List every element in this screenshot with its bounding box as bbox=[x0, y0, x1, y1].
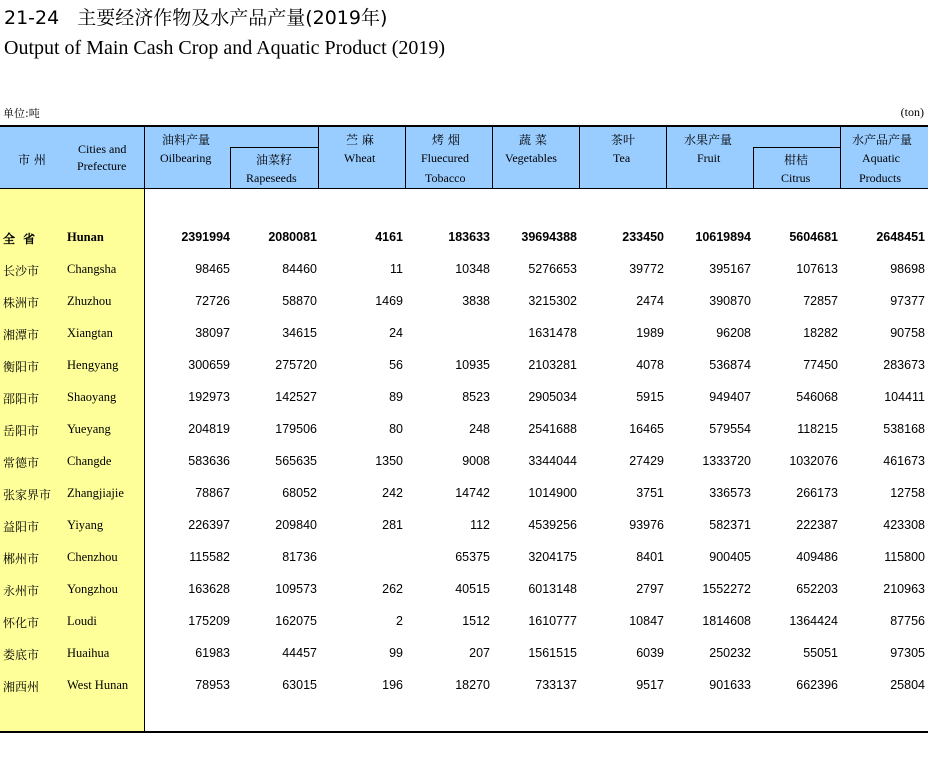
cell-aquatic: 97377 bbox=[890, 294, 925, 308]
cell-tobacco: 1512 bbox=[462, 614, 490, 628]
cell-rapeseeds: 68052 bbox=[282, 486, 317, 500]
cell-tea: 9517 bbox=[636, 678, 664, 692]
cell-fruit: 949407 bbox=[709, 390, 751, 404]
cell-wheat: 24 bbox=[389, 326, 403, 340]
oil-group-underline bbox=[230, 147, 318, 148]
cell-wheat: 4161 bbox=[375, 230, 403, 244]
cell-citrus: 1032076 bbox=[789, 454, 838, 468]
cell-rapeseeds: 81736 bbox=[282, 550, 317, 564]
cell-aquatic: 2648451 bbox=[876, 230, 925, 244]
cell-aquatic: 104411 bbox=[884, 390, 925, 404]
cell-oilbearing: 98465 bbox=[195, 262, 230, 276]
row-city-zh: 湘潭市 bbox=[3, 328, 40, 342]
cell-aquatic: 90758 bbox=[890, 326, 925, 340]
cell-wheat: 99 bbox=[389, 646, 403, 660]
cell-fruit: 10619894 bbox=[695, 230, 751, 244]
cell-vegetables: 2905034 bbox=[528, 390, 577, 404]
cell-tobacco: 65375 bbox=[455, 550, 490, 564]
cell-tea: 233450 bbox=[622, 230, 664, 244]
cell-tea: 39772 bbox=[629, 262, 664, 276]
header-tea-en: Tea bbox=[613, 151, 631, 165]
bottom-rule bbox=[0, 731, 928, 733]
row-city-en: Zhangjiajie bbox=[67, 486, 124, 500]
cell-rapeseeds: 2080081 bbox=[268, 230, 317, 244]
header-rape-en: Rapeseeds bbox=[246, 171, 297, 185]
cell-fruit: 900405 bbox=[709, 550, 751, 564]
row-city-en: Changsha bbox=[67, 262, 117, 276]
table-row bbox=[0, 291, 928, 311]
row-city-en: Loudi bbox=[67, 614, 97, 628]
row-city-en: Changde bbox=[67, 454, 112, 468]
table-row bbox=[0, 387, 928, 407]
cell-aquatic: 25804 bbox=[890, 678, 925, 692]
row-city-en: Yongzhou bbox=[67, 582, 118, 596]
table-row bbox=[0, 451, 928, 471]
header-tea-zh: 茶叶 bbox=[611, 133, 636, 147]
cell-tea: 16465 bbox=[629, 422, 664, 436]
row-city-zh: 岳阳市 bbox=[3, 424, 40, 438]
cell-oilbearing: 78867 bbox=[195, 486, 230, 500]
row-city-zh: 湘西州 bbox=[3, 680, 40, 694]
cell-oilbearing: 72726 bbox=[195, 294, 230, 308]
cell-tobacco: 10935 bbox=[455, 358, 490, 372]
header-wheat-zh: 苎 麻 bbox=[346, 133, 374, 147]
table-title-zh bbox=[4, 3, 387, 30]
table-row bbox=[0, 611, 928, 631]
row-city-en: Chenzhou bbox=[67, 550, 118, 564]
cell-wheat: 262 bbox=[382, 582, 403, 596]
cell-tea: 8401 bbox=[636, 550, 664, 564]
cell-vegetables: 1561515 bbox=[528, 646, 577, 660]
table-row bbox=[0, 547, 928, 567]
header-tobacco-en-2: Tobacco bbox=[425, 171, 466, 185]
cell-wheat: 89 bbox=[389, 390, 403, 404]
cell-citrus: 546068 bbox=[796, 390, 838, 404]
cell-fruit: 1333720 bbox=[702, 454, 751, 468]
cell-fruit: 395167 bbox=[709, 262, 751, 276]
cell-fruit: 1814608 bbox=[702, 614, 751, 628]
cell-vegetables: 2541688 bbox=[528, 422, 577, 436]
cell-rapeseeds: 58870 bbox=[282, 294, 317, 308]
cell-oilbearing: 300659 bbox=[188, 358, 230, 372]
cell-tea: 2797 bbox=[636, 582, 664, 596]
cell-vegetables: 1610777 bbox=[528, 614, 577, 628]
cell-tobacco: 207 bbox=[469, 646, 490, 660]
cell-tobacco: 8523 bbox=[462, 390, 490, 404]
table-title-zh-text: 主要经济作物及水产品产量(2019年) bbox=[77, 7, 388, 29]
cell-citrus: 18282 bbox=[803, 326, 838, 340]
row-city-en: Hengyang bbox=[67, 358, 119, 372]
cell-aquatic: 423308 bbox=[883, 518, 925, 532]
cell-wheat: 196 bbox=[382, 678, 403, 692]
cell-tea: 2474 bbox=[636, 294, 664, 308]
cell-citrus: 652203 bbox=[796, 582, 838, 596]
cell-wheat: 1350 bbox=[375, 454, 403, 468]
table-title-en: Output of Main Cash Crop and Aquatic Product (2019) bbox=[4, 37, 446, 59]
cell-oilbearing: 226397 bbox=[188, 518, 230, 532]
table-number: 21-24 bbox=[4, 7, 60, 29]
header-fruit-zh: 水果产量 bbox=[684, 133, 733, 147]
cell-rapeseeds: 179506 bbox=[275, 422, 317, 436]
table-row bbox=[0, 419, 928, 439]
header-bottom-rule bbox=[0, 188, 928, 189]
cell-citrus: 72857 bbox=[803, 294, 838, 308]
table-row-total bbox=[0, 227, 928, 247]
cell-aquatic: 98698 bbox=[890, 262, 925, 276]
col-divider bbox=[230, 147, 231, 188]
cell-tobacco: 3838 bbox=[462, 294, 490, 308]
cell-tea: 5915 bbox=[636, 390, 664, 404]
row-city-zh: 长沙市 bbox=[3, 264, 40, 278]
cell-wheat: 80 bbox=[389, 422, 403, 436]
header-oil-en: Oilbearing bbox=[160, 151, 212, 165]
table-row bbox=[0, 643, 928, 663]
row-city-en: Hunan bbox=[67, 230, 104, 244]
header-rape-zh: 油菜籽 bbox=[256, 153, 293, 167]
table-row bbox=[0, 579, 928, 599]
cell-wheat: 11 bbox=[390, 262, 403, 276]
cell-rapeseeds: 44457 bbox=[282, 646, 317, 660]
cell-oilbearing: 2391994 bbox=[181, 230, 230, 244]
header-aquatic-zh: 水产品产量 bbox=[852, 133, 913, 147]
cell-tea: 6039 bbox=[636, 646, 664, 660]
row-city-zh: 永州市 bbox=[3, 584, 40, 598]
header-tobacco-zh: 烤 烟 bbox=[432, 133, 460, 147]
cell-aquatic: 461673 bbox=[883, 454, 925, 468]
col-divider bbox=[666, 127, 667, 188]
cell-oilbearing: 583636 bbox=[188, 454, 230, 468]
cell-rapeseeds: 63015 bbox=[282, 678, 317, 692]
row-city-zh: 邵阳市 bbox=[3, 392, 40, 406]
cell-citrus: 77450 bbox=[803, 358, 838, 372]
cell-tobacco: 9008 bbox=[462, 454, 490, 468]
col-divider bbox=[318, 127, 319, 188]
cell-aquatic: 283673 bbox=[883, 358, 925, 372]
cell-tea: 4078 bbox=[636, 358, 664, 372]
cell-tobacco: 14742 bbox=[455, 486, 490, 500]
cell-fruit: 1552272 bbox=[702, 582, 751, 596]
cell-vegetables: 4539256 bbox=[528, 518, 577, 532]
cell-vegetables: 6013148 bbox=[528, 582, 577, 596]
col-divider bbox=[405, 127, 406, 188]
cell-tobacco: 10348 bbox=[455, 262, 490, 276]
cell-citrus: 662396 bbox=[796, 678, 838, 692]
table-row bbox=[0, 259, 928, 279]
cell-vegetables: 3215302 bbox=[528, 294, 577, 308]
row-city-en: West Hunan bbox=[67, 678, 129, 692]
cell-vegetables: 5276653 bbox=[528, 262, 577, 276]
header-fruit-en: Fruit bbox=[697, 151, 721, 165]
cell-fruit: 390870 bbox=[709, 294, 751, 308]
cell-rapeseeds: 162075 bbox=[275, 614, 317, 628]
cell-vegetables: 39694388 bbox=[521, 230, 577, 244]
header-citrus-en: Citrus bbox=[781, 171, 811, 185]
col-divider bbox=[492, 127, 493, 188]
row-city-zh: 益阳市 bbox=[3, 520, 40, 534]
cell-fruit: 579554 bbox=[709, 422, 751, 436]
cell-rapeseeds: 34615 bbox=[282, 326, 317, 340]
header-city-en-1: Cities and bbox=[78, 142, 127, 156]
col-divider bbox=[579, 127, 580, 188]
row-city-zh: 常德市 bbox=[3, 456, 40, 470]
top-rule bbox=[0, 125, 928, 127]
cell-citrus: 118215 bbox=[797, 422, 838, 436]
cell-vegetables: 1631478 bbox=[528, 326, 577, 340]
cell-tea: 1989 bbox=[636, 326, 664, 340]
cell-rapeseeds: 209840 bbox=[275, 518, 317, 532]
header-oil-zh: 油料产量 bbox=[162, 133, 211, 147]
cell-oilbearing: 78953 bbox=[195, 678, 230, 692]
row-city-en: Yiyang bbox=[67, 518, 104, 532]
cell-aquatic: 538168 bbox=[883, 422, 925, 436]
table-row bbox=[0, 515, 928, 535]
header-city-en-2: Prefecture bbox=[77, 159, 127, 173]
cell-fruit: 536874 bbox=[709, 358, 751, 372]
col-divider bbox=[753, 147, 754, 188]
cell-citrus: 55051 bbox=[803, 646, 838, 660]
cell-fruit: 582371 bbox=[709, 518, 751, 532]
cell-vegetables: 733137 bbox=[535, 678, 577, 692]
col-divider bbox=[840, 127, 841, 188]
row-city-en: Huaihua bbox=[67, 646, 110, 660]
cell-tobacco: 18270 bbox=[455, 678, 490, 692]
row-city-zh: 郴州市 bbox=[3, 552, 40, 566]
cell-tea: 27429 bbox=[629, 454, 664, 468]
cell-citrus: 5604681 bbox=[789, 230, 838, 244]
row-city-zh: 衡阳市 bbox=[3, 360, 40, 374]
header-tobacco-en-1: Fluecured bbox=[421, 151, 469, 165]
unit-label-zh: 单位:吨 bbox=[3, 107, 40, 120]
cell-vegetables: 3344044 bbox=[528, 454, 577, 468]
header-aquatic-en-2: Products bbox=[859, 171, 901, 185]
header-veg-en: Vegetables bbox=[505, 151, 557, 165]
cell-tobacco: 183633 bbox=[448, 230, 490, 244]
cell-wheat: 2 bbox=[396, 614, 403, 628]
row-city-en: Xiangtan bbox=[67, 326, 113, 340]
cell-fruit: 901633 bbox=[709, 678, 751, 692]
row-city-zh: 怀化市 bbox=[3, 616, 40, 630]
cell-wheat: 242 bbox=[382, 486, 403, 500]
table-row bbox=[0, 355, 928, 375]
cell-rapeseeds: 109573 bbox=[275, 582, 317, 596]
header-city-zh: 市 州 bbox=[18, 153, 46, 167]
row-city-en: Shaoyang bbox=[67, 390, 117, 404]
header-aquatic-en-1: Aquatic bbox=[862, 151, 900, 165]
cell-oilbearing: 204819 bbox=[188, 422, 230, 436]
fruit-group-underline bbox=[753, 147, 840, 148]
table-row bbox=[0, 675, 928, 695]
row-city-zh: 株洲市 bbox=[3, 296, 40, 310]
cell-aquatic: 210963 bbox=[883, 582, 925, 596]
cell-tea: 10847 bbox=[629, 614, 664, 628]
cell-aquatic: 87756 bbox=[890, 614, 925, 628]
cell-fruit: 250232 bbox=[709, 646, 751, 660]
cell-vegetables: 1014900 bbox=[528, 486, 577, 500]
cell-aquatic: 115800 bbox=[884, 550, 925, 564]
cell-fruit: 336573 bbox=[709, 486, 751, 500]
table-row bbox=[0, 483, 928, 503]
row-city-zh: 全 省 bbox=[3, 232, 38, 246]
header-citrus-zh: 柑桔 bbox=[784, 153, 809, 167]
cell-citrus: 222387 bbox=[796, 518, 838, 532]
cell-oilbearing: 61983 bbox=[195, 646, 230, 660]
header-wheat-en: Wheat bbox=[344, 151, 376, 165]
header-veg-zh: 蔬 菜 bbox=[519, 133, 547, 147]
cell-citrus: 266173 bbox=[796, 486, 838, 500]
cell-citrus: 107613 bbox=[796, 262, 838, 276]
cell-rapeseeds: 84460 bbox=[282, 262, 317, 276]
cell-tobacco: 248 bbox=[469, 422, 490, 436]
cell-tea: 3751 bbox=[636, 486, 664, 500]
cell-tea: 93976 bbox=[629, 518, 664, 532]
cell-wheat: 56 bbox=[389, 358, 403, 372]
cell-vegetables: 3204175 bbox=[528, 550, 577, 564]
cell-aquatic: 97305 bbox=[890, 646, 925, 660]
cell-oilbearing: 38097 bbox=[195, 326, 230, 340]
cell-oilbearing: 163628 bbox=[188, 582, 230, 596]
cell-tobacco: 112 bbox=[470, 518, 490, 532]
cell-citrus: 409486 bbox=[796, 550, 838, 564]
cell-citrus: 1364424 bbox=[789, 614, 838, 628]
cell-rapeseeds: 142527 bbox=[275, 390, 317, 404]
cell-oilbearing: 175209 bbox=[188, 614, 230, 628]
cell-rapeseeds: 275720 bbox=[275, 358, 317, 372]
cell-oilbearing: 115582 bbox=[189, 550, 230, 564]
table-row bbox=[0, 323, 928, 343]
row-city-en: Yueyang bbox=[67, 422, 111, 436]
row-city-en: Zhuzhou bbox=[67, 294, 112, 308]
cell-oilbearing: 192973 bbox=[188, 390, 230, 404]
cell-wheat: 1469 bbox=[375, 294, 403, 308]
row-city-zh: 娄底市 bbox=[3, 648, 40, 662]
cell-aquatic: 12758 bbox=[890, 486, 925, 500]
cell-wheat: 281 bbox=[382, 518, 403, 532]
unit-label-en: (ton) bbox=[900, 105, 924, 119]
cell-vegetables: 2103281 bbox=[528, 358, 577, 372]
cell-tobacco: 40515 bbox=[455, 582, 490, 596]
row-city-zh: 张家界市 bbox=[3, 488, 52, 502]
cell-fruit: 96208 bbox=[716, 326, 751, 340]
cell-rapeseeds: 565635 bbox=[275, 454, 317, 468]
